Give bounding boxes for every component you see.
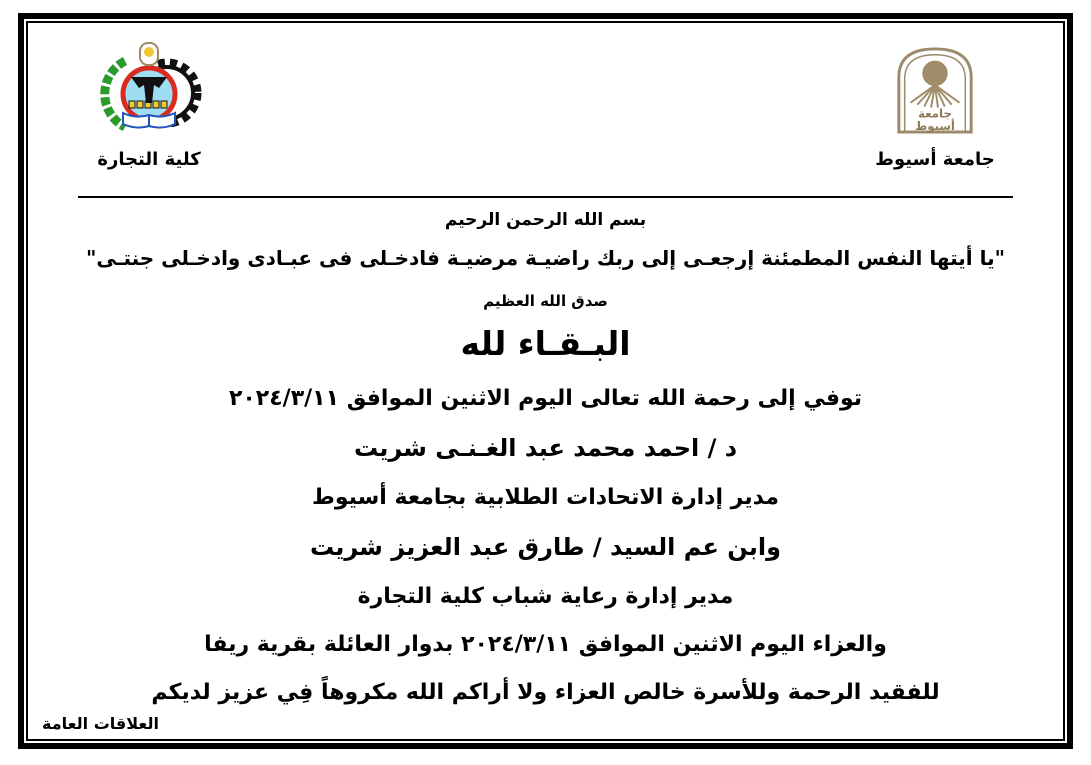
basmala-text: بسم الله الرحمن الرحيم bbox=[444, 210, 647, 230]
university-logo-block bbox=[855, 39, 1015, 170]
deceased-title-line: مدير إدارة الاتحادات الطلابية بجامعة أسيوط bbox=[312, 485, 779, 510]
divider bbox=[78, 196, 1013, 198]
assiut-university-logo-icon bbox=[891, 39, 979, 143]
attestation-text: صدق الله العظيم bbox=[483, 292, 608, 310]
announcement-text bbox=[28, 210, 1063, 705]
outer-border-frame bbox=[18, 13, 1073, 749]
relative-name-line: وابن عم السيد / طارق عبد العزيز شريت bbox=[309, 533, 782, 561]
page-title: البـقـاء لله bbox=[460, 324, 631, 363]
deceased-name-line: د / احمد محمد عبد الغـنـى شريت bbox=[353, 434, 738, 462]
inner-border-frame bbox=[26, 21, 1065, 741]
department-signature: العلاقات العامة bbox=[42, 714, 159, 733]
page-content bbox=[28, 23, 1063, 739]
university-name-label: جامعة أسيوط bbox=[875, 149, 995, 170]
condolence-location-line: والعزاء اليوم الاثنين الموافق ٢٠٢٤/٣/١١ بدوار العائلة بقرية ريفا bbox=[204, 632, 887, 657]
closing-prayer-line: للفقيد الرحمة وللأسرة خالص العزاء ولا أراكم الله مكروهاً فِي عزيز لديكم bbox=[151, 680, 940, 705]
university-logo-text-2: أسيوط bbox=[915, 119, 955, 134]
faculty-name-label: كلية التجارة bbox=[97, 149, 201, 170]
university-logo-text-1: جامعة bbox=[918, 106, 952, 121]
quran-verse-text: "يا أيتها النفس المطمئنة إرجعـى إلى ربك راضيـة مرضيـة فادخـلى فى عبـادى وادخـلى جنتـى" bbox=[85, 246, 1006, 270]
relative-title-line: مدير إدارة رعاية شباب كلية التجارة bbox=[357, 584, 734, 609]
faculty-of-commerce-logo-icon bbox=[93, 39, 205, 143]
death-date-line: توفي إلى رحمة الله تعالى اليوم الاثنين الموافق ٢٠٢٤/٣/١١ bbox=[228, 386, 863, 411]
faculty-logo-block bbox=[64, 39, 234, 170]
header bbox=[28, 35, 1063, 170]
